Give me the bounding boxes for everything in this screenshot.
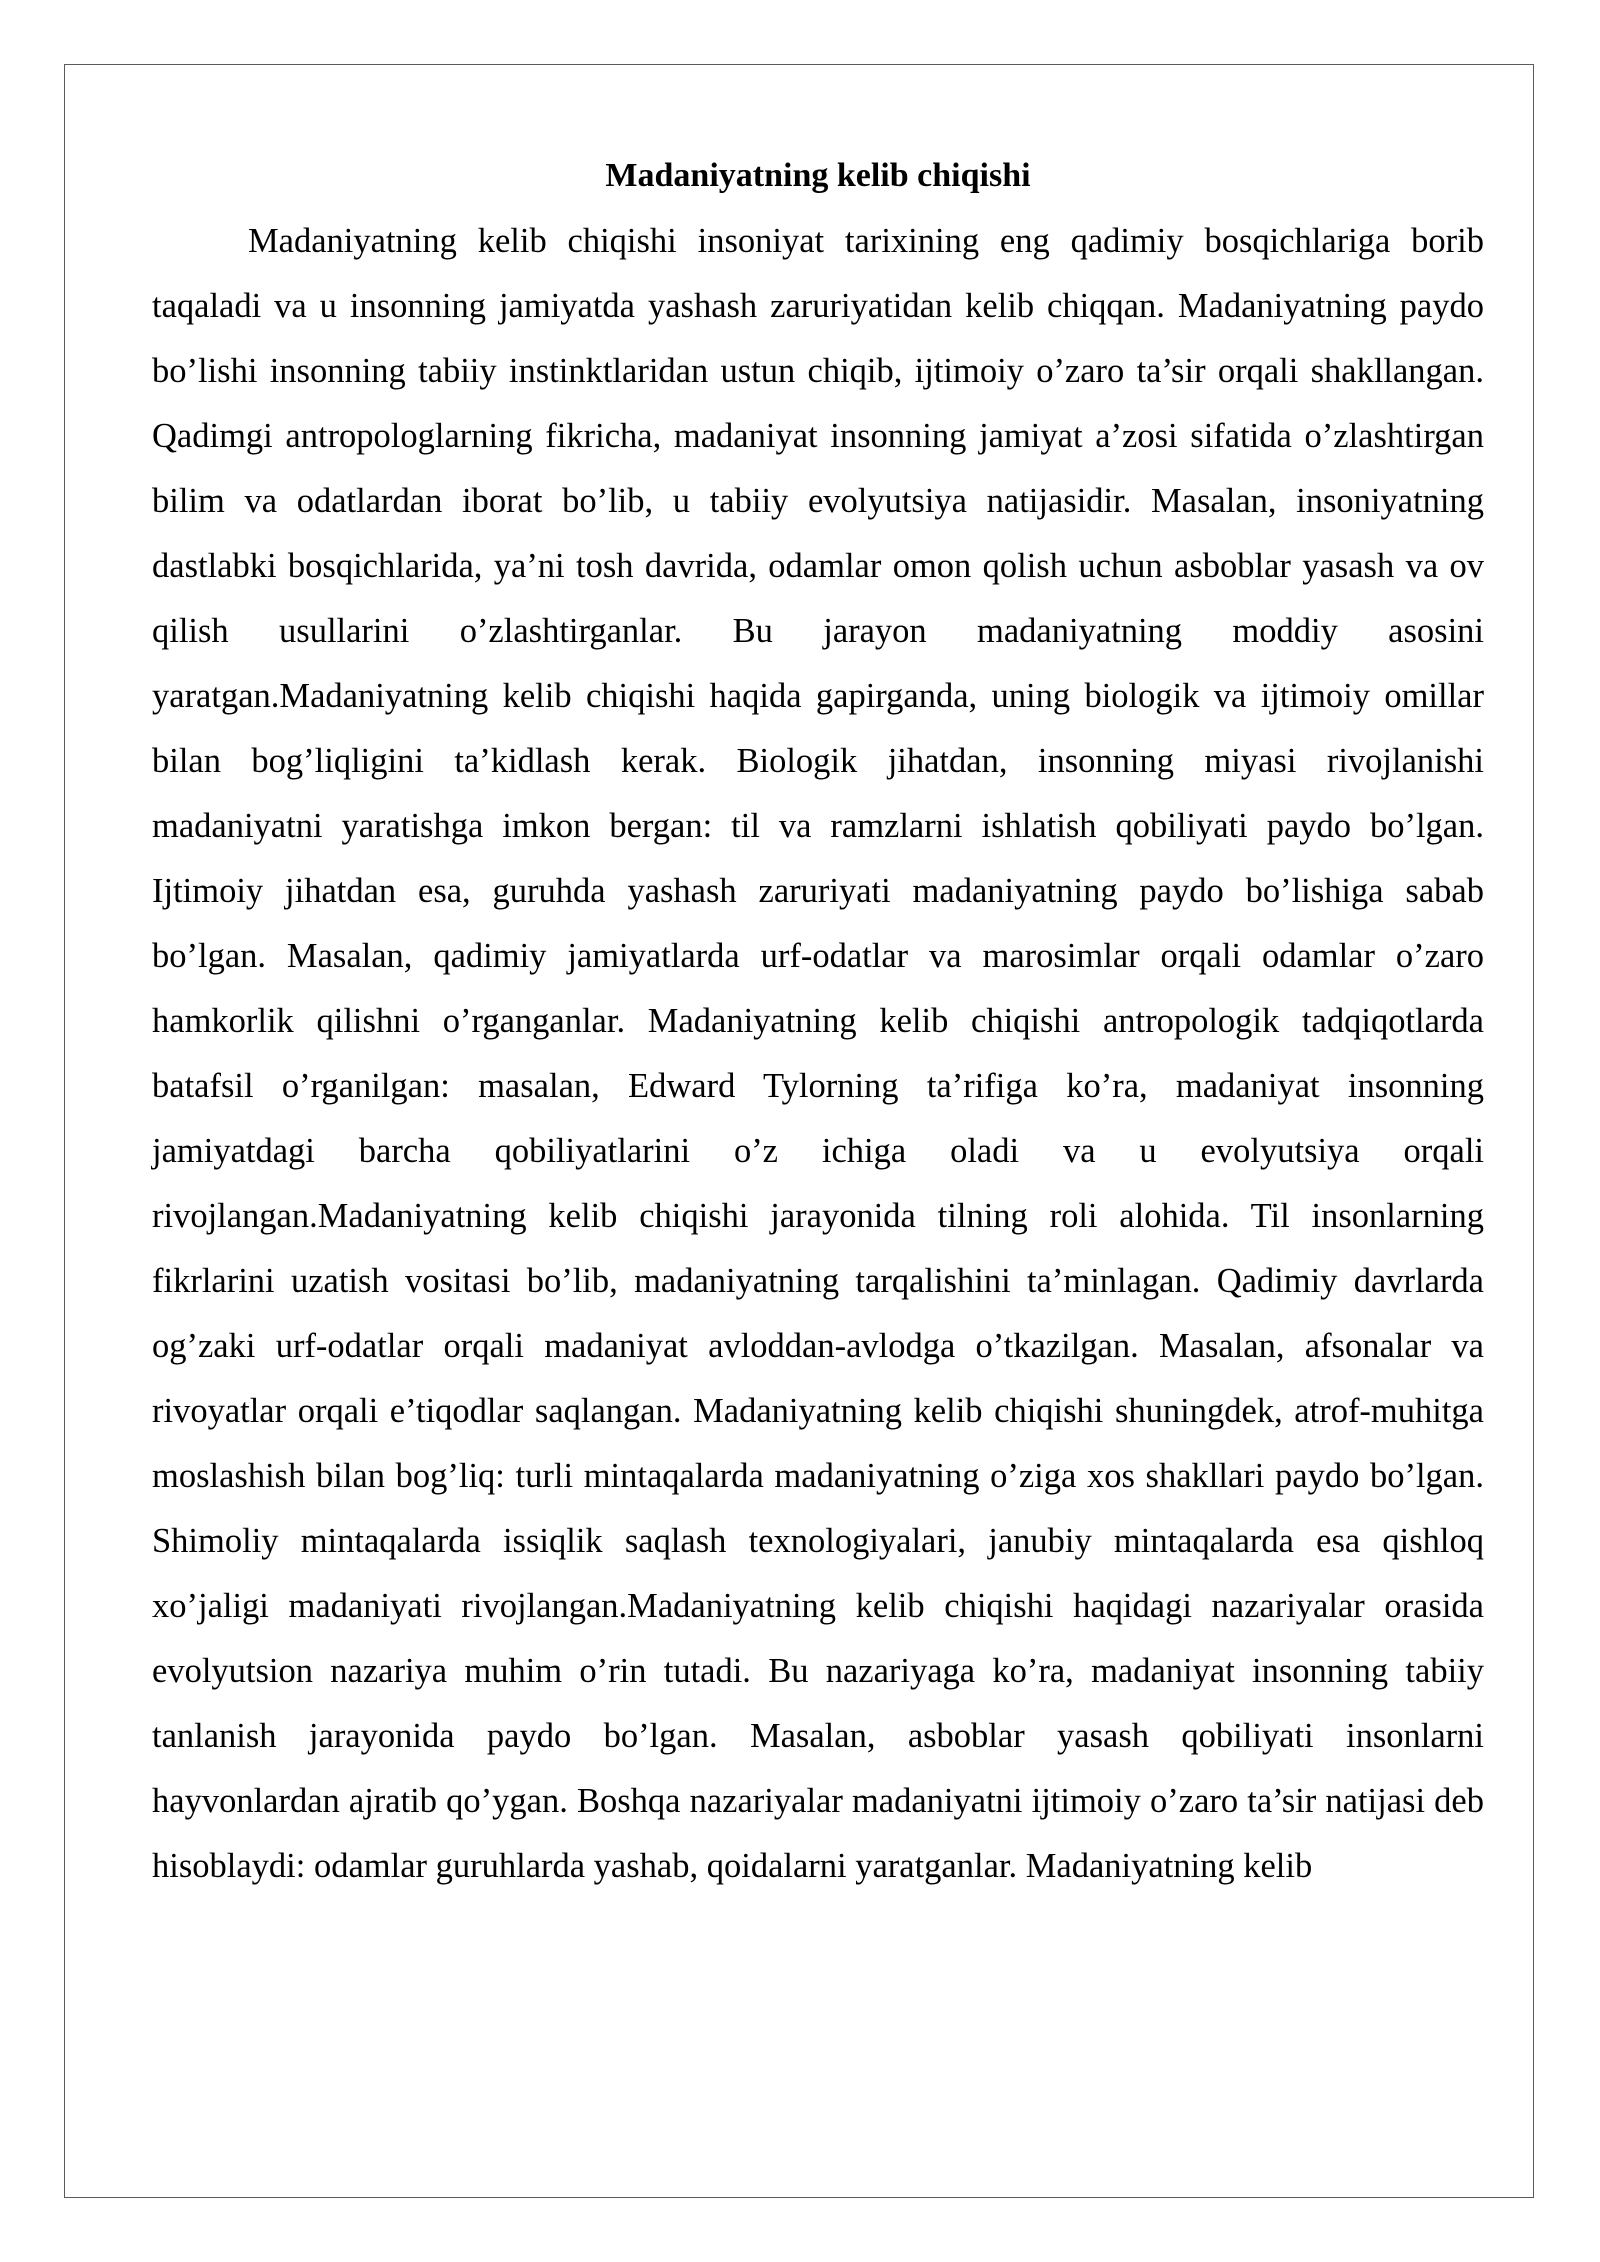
body-paragraph: Madaniyatning kelib chiqishi insoniyat tarixining eng qadimiy bosqichlariga borib taqaladi va u insonning jamiyatda yashash zaruriyatidan kelib chiqqan. Madaniyatning paydo bo’lishi insonning tabiiy instinktlaridan ustun chiqib, ijtimoiy o’zaro ta’sir orqali shakllangan. Qadimgi antropologlarning fikricha, madaniyat insonning jamiyat a’zosi sifatida o’zlashtirgan bilim va odatlardan iborat bo’lib, u tabiiy evolyutsiya natijasidir. Masalan, insoniyatning dastlabki bosqichlarida, ya’ni tosh davrida, odamlar omon qolish uchun asboblar yasash va ov qilish usullarini o’zlashtirganlar. Bu jarayon madaniyatning moddiy asosini yaratgan.Madaniyatning kelib chiqishi haqida gapirganda, uning biologik va ijtimoiy omillar bilan bog’liqligini ta’kidlash kerak. Biologik jihatdan, insonning miyasi rivojlanishi madaniyatni yaratishga imkon bergan: til va ramzlarni ishlatish qobiliyati paydo bo’lgan. Ijtimoiy jihatdan esa, guruhda yashash zaruriyati madaniyatning paydo bo’lishiga sabab bo’lgan. Masalan, qadimiy jamiyatlarda urf-odatlar va marosimlar orqali odamlar o’zaro hamkorlik qilishni o’rganganlar. Madaniyatning kelib chiqishi antropologik tadqiqotlarda batafsil o’rganilgan: masalan, Edward Tylorning ta’rifiga ko’ra, madaniyat insonning jamiyatdagi barcha qobiliyatlarini o’z ichiga oladi va u evolyutsiya orqali rivojlangan.Madaniyatning kelib chiqishi jarayonida tilning roli alohida. Til insonlarning fikrlarini uzatish vositasi bo’lib, madaniyatning tarqalishini ta’minlagan. Qadimiy davrlarda og’zaki urf-odatlar orqali madaniyat avloddan-avlodga o’tkazilgan. Masalan, afsonalar va rivoyatlar orqali e’tiqodlar saqlangan. Madaniyatning kelib chiqishi shuningdek, atrof-muhitga moslashish bilan bog’liq: turli mintaqalarda madaniyatning o’ziga xos shakllari paydo bo’lgan. Shimoliy mintaqalarda issiqlik saqlash texnologiyalari, janubiy mintaqalarda esa qishloq xo’jaligi madaniyati rivojlangan.Madaniyatning kelib chiqishi haqidagi nazariyalar orasida evolyutsion nazariya muhim o’rin tutadi. Bu nazariyaga ko’ra, madaniyat insonning tabiiy tanlanish jarayonida paydo bo’lgan. Masalan, asboblar yasash qobiliyati insonlarni hayvonlardan ajratib qo’ygan. Boshqa nazariyalar madaniyatni ijtimoiy o’zaro ta’sir natijasi deb hisoblaydi: odamlar guruhlarda yashab, qoidalarni yaratganlar. Madaniyatning kelib bbox=[152, 222, 1484, 1885]
document-title: Madaniyatning kelib chiqishi bbox=[605, 157, 1031, 194]
